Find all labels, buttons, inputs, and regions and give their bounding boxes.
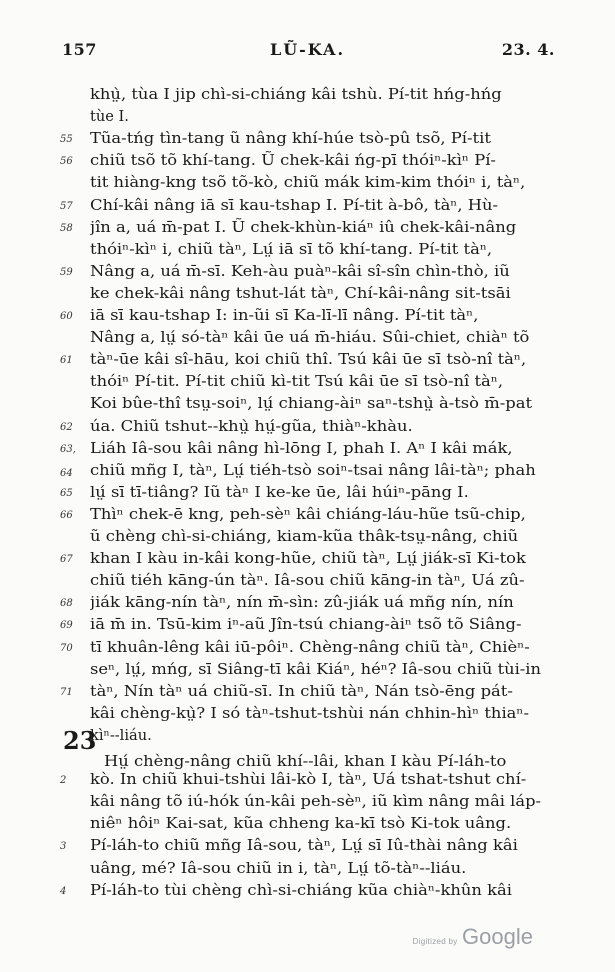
verse-number: 55 (60, 134, 73, 145)
text-line: khṳ̀, tùa I jip chì-si-chiáng kâi tshù. Pí-tit hńg-hńg (90, 86, 502, 103)
text-line: thóiⁿ Pí-tit. Pí-tit chiũ kì-tit Tsú kâi ūe sī tsò-nî tàⁿ, (90, 373, 504, 390)
chapter-number: 23 (63, 726, 97, 755)
text-line: chiũ tsõ tõ khí-tang. Ũ chek-kâi ńg-pī thóiⁿ-kìⁿ Pí- (90, 152, 496, 169)
text-line: kâi nâng tõ iú-hók ún-kâi peh-sèⁿ, iũ kìm nâng mâi láp- (90, 793, 541, 810)
verse-number: 56 (60, 156, 73, 167)
page-number: 157 (62, 40, 97, 59)
verse-number: 59 (60, 267, 73, 278)
text-line: Tũa-tńg tìn-tang ũ nâng khí-húe tsò-pû tsõ, Pí-tit (90, 130, 491, 147)
text-line: Koi bûe-thî tsṳ-soiⁿ, lṳ́ chiang-àiⁿ saⁿ-tshṳ̀ à-tsò m̄-pat (90, 395, 533, 412)
text-line: tī khuân-lêng kâi iū-pôiⁿ. Chèng-nâng chiũ tàⁿ, Chièⁿ- (90, 639, 530, 656)
text-line: jiák kāng-nín tàⁿ, nín m̄-sìn: zû-jiák uá mñg nín, nín (90, 594, 514, 611)
text-line: ũ chèng chì-si-chiáng, kiam-kũa thâk-tsṳ-nâng, chiũ (90, 528, 519, 545)
verse-number: 61 (60, 355, 73, 366)
text-line: lṳ́ sī tī-tiâng? Iũ tàⁿ I ke-ke ūe, lâi húiⁿ-pāng I. (90, 484, 469, 501)
verse-number: 63, 64 (60, 444, 76, 479)
text-line: Liáh Iâ-sou kâi nâng hì-lōng I, phah I. Aⁿ I kâi mák, (90, 440, 513, 457)
text-line: Thìⁿ chek-ē kng, peh-sèⁿ kâi chiáng-láu-hũe tsũ-chip, (90, 506, 526, 523)
text-line: chiũ mñg I, tàⁿ, Lṳ́ tiéh-tsò soiⁿ-tsai nâng lâi-tàⁿ; phah (90, 462, 536, 479)
watermark-small-text: Digitized by (412, 937, 458, 946)
verse-number: 69 (60, 620, 73, 631)
verse-number: 2 (60, 775, 67, 786)
text-line: iā m̄ in. Tsū-kim iⁿ-aũ Jîn-tsú chiang-àiⁿ tsõ tõ Siâng- (90, 616, 522, 633)
text-line: Pí-láh-to tùi chèng chì-si-chiáng kũa chiàⁿ-khûn kâi (90, 882, 513, 899)
google-logo: Google (462, 924, 533, 949)
text-line: úa. Chiũ tshut--khṳ̀ hṳ́-gũa, thiàⁿ-khàu. (90, 418, 413, 435)
text-line: tùe I. (90, 108, 129, 125)
text-line: niêⁿ hôiⁿ Kai-sat, kũa chheng ka-kī tsò Ki-tok uâng. (90, 815, 512, 832)
text-line: seⁿ, lṳ́, mńg, sī Siâng-tī kâi Kiáⁿ, héⁿ? Iâ-sou chiũ tùi-in (90, 661, 541, 678)
text-line: kâi chèng-kṳ̀? I só tàⁿ-tshut-tshùi nán chhin-hìⁿ thiaⁿ- (90, 705, 530, 722)
verse-number: 57 (60, 201, 73, 212)
verse-number: 67 (60, 554, 73, 565)
text-line: Nâng a, uá m̄-sī. Keh-àu puàⁿ-kâi sî-sîn chìn-thò, iũ (90, 263, 510, 280)
text-line: kìⁿ--liáu. (90, 727, 152, 744)
text-line: tàⁿ-ūe kâi sî-hāu, koi chiũ thî. Tsú kâi ūe sī tsò-nî tàⁿ, (90, 351, 527, 368)
verse-number: 70 (60, 643, 73, 654)
verse-number: 60 (60, 311, 73, 322)
chapter-verse-reference: 23. 4. (501, 40, 555, 59)
text-line: uâng, mé? Iâ-sou chiũ in i, tàⁿ, Lṳ́ tõ-tàⁿ--liáu. (90, 860, 467, 877)
verse-number: 68 (60, 598, 73, 609)
verse-number: 3 (60, 841, 67, 852)
text-line: kò. In chiũ khui-tshùi lâi-kò I, tàⁿ, Uá tshat-tshut chí- (90, 771, 527, 788)
text-line: iā sī kau-tshap I: in-ũi sī Ka-lī-lī nâng. Pí-tit tàⁿ, (90, 307, 479, 324)
text-line: thóiⁿ-kìⁿ i, chiũ tàⁿ, Lṳ́ iā sī tõ khí-tang. Pí-tit tàⁿ, (90, 241, 493, 258)
digitized-watermark (413, 924, 533, 950)
text-line: jîn a, uá m̄-pat I. Ũ chek-khùn-kiáⁿ iû chek-kâi-nâng (90, 219, 517, 236)
text-line: tit hiàng-kng tsõ tõ-kò, chiũ mák kim-kim thóiⁿ i, tàⁿ, (90, 174, 526, 191)
verse-number: 65 (60, 488, 73, 499)
text-line: tàⁿ, Nín tàⁿ uá chiũ-sī. In chiũ tàⁿ, Nán tsò-ēng pát- (90, 683, 513, 700)
verse-number: 4 (60, 886, 67, 897)
verse-number: 66 (60, 510, 73, 521)
verse-number: 58 (60, 223, 73, 234)
text-line: ke chek-kâi nâng tshut-lát tàⁿ, Chí-kâi-nâng sit-tsāi (90, 285, 511, 302)
text-line: Nâng a, lṳ́ só-tàⁿ kâi ūe uá m̄-hiáu. Sûi-chiet, chiàⁿ tõ (90, 329, 530, 346)
verse-number: 62 (60, 422, 73, 433)
text-line: chiũ tiéh kāng-ún tàⁿ. Iâ-sou chiũ kāng-in tàⁿ, Uá zû- (90, 572, 525, 589)
running-title: LŨ-KA. (269, 40, 346, 59)
verse-number: 71 (60, 687, 73, 698)
text-line: Pí-láh-to chiũ mñg Iâ-sou, tàⁿ, Lṳ́ sī Iû-thài nâng kâi (90, 837, 518, 854)
text-line: Hṳ́ chèng-nâng chiũ khí--lâi, khan I kàu Pí-láh-to (104, 753, 507, 770)
text-line: khan I kàu in-kâi kong-hũe, chiũ tàⁿ, Lṳ́ jiák-sī Ki-tok (90, 550, 526, 567)
text-line: Chí-kâi nâng iā sī kau-tshap I. Pí-tit à-bô, tàⁿ, Hù- (90, 197, 499, 214)
